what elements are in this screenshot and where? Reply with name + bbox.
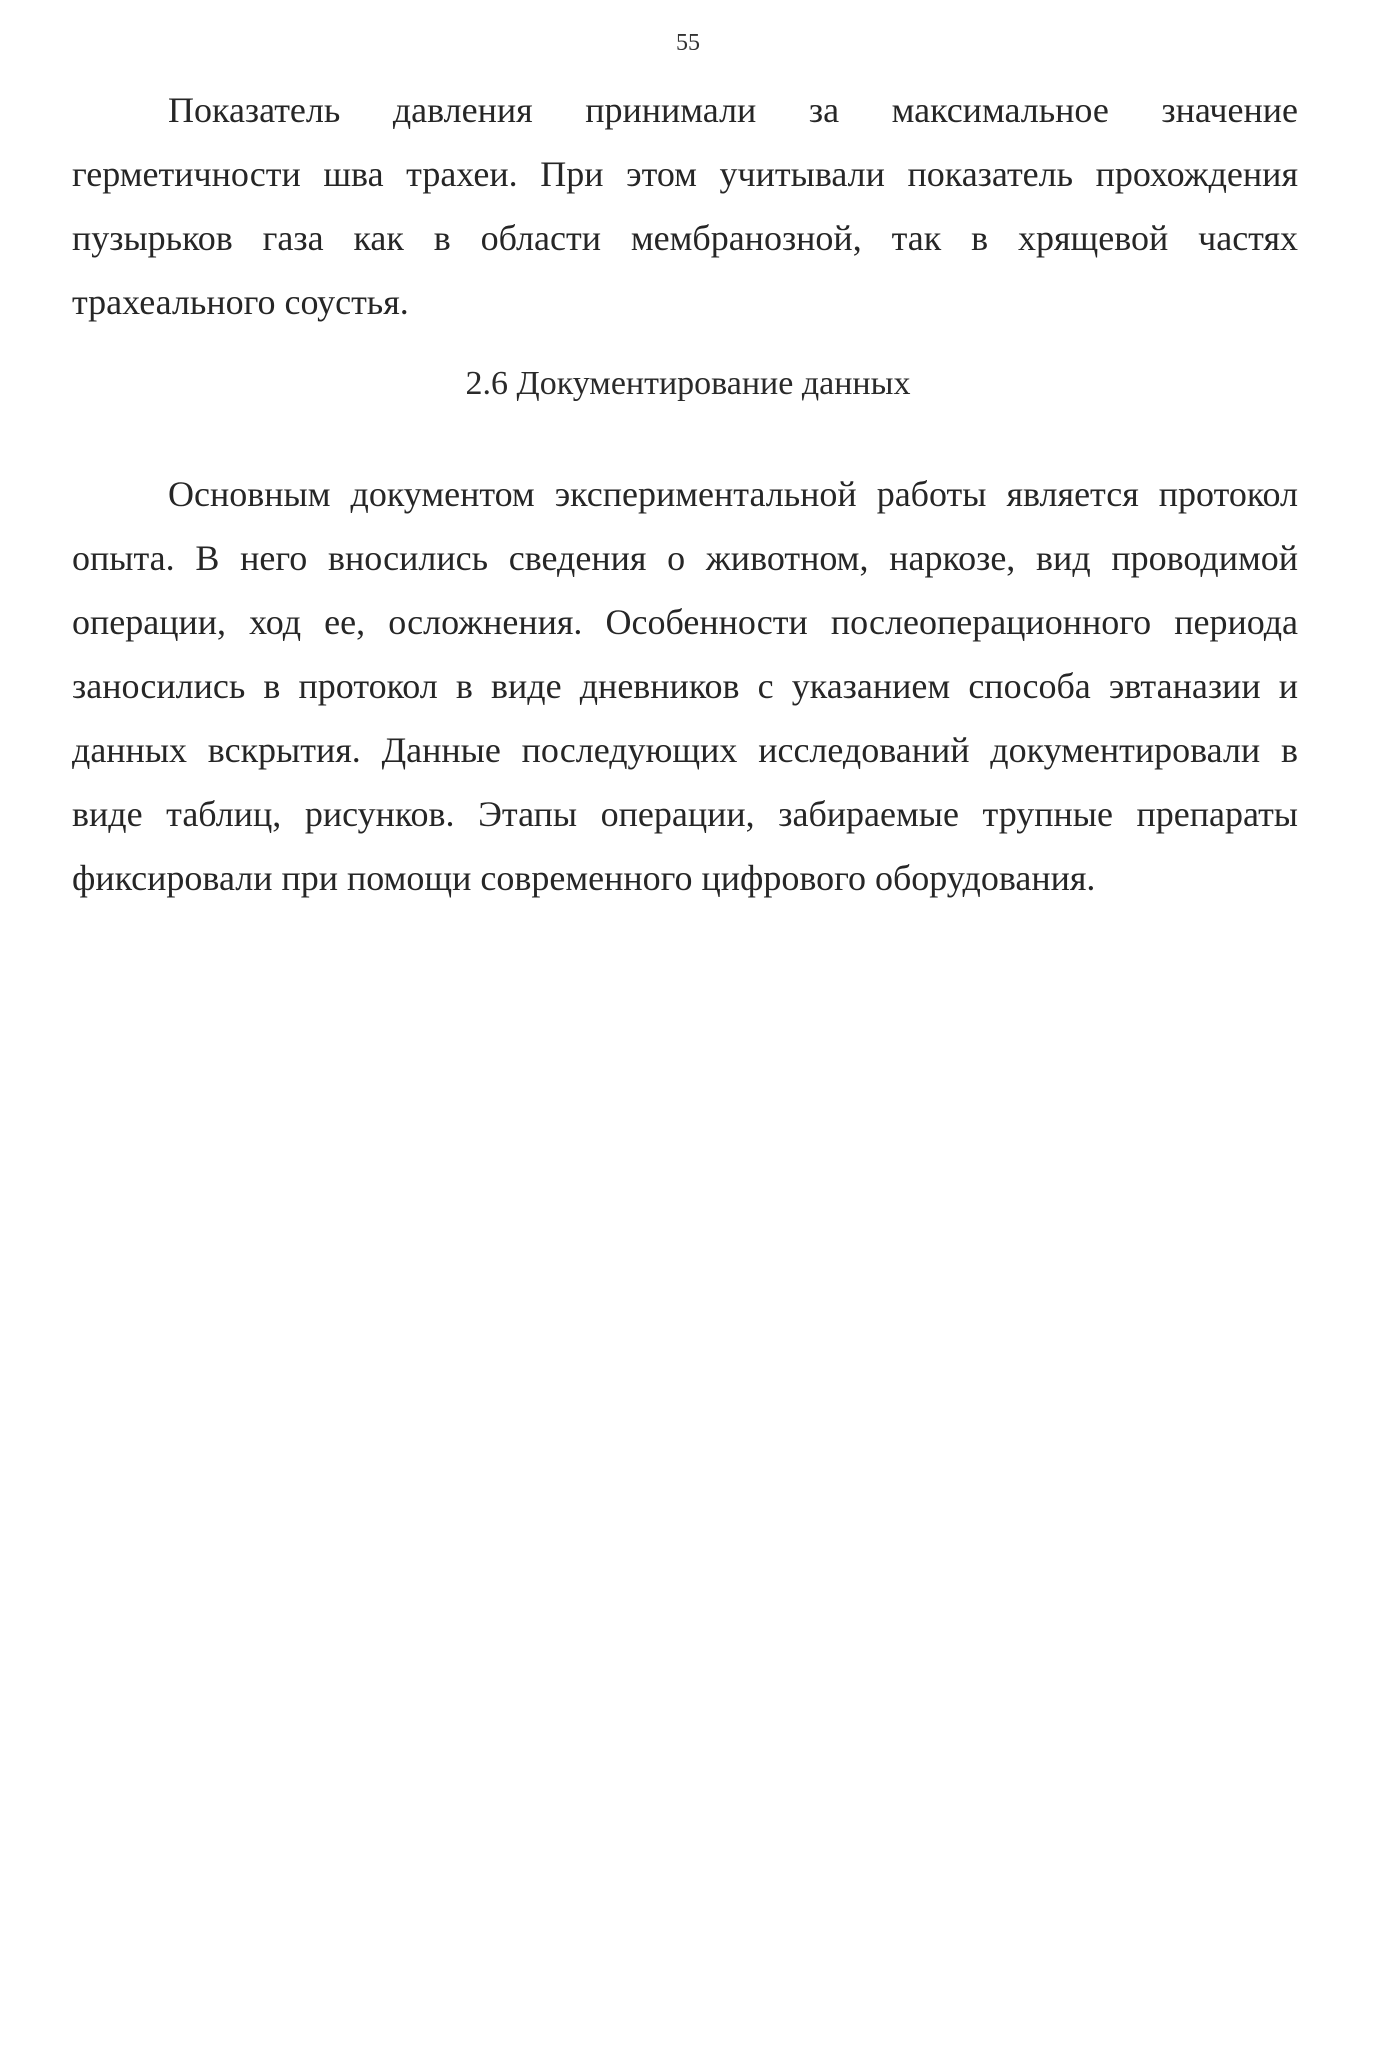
- paragraph-pressure-indicator: Показатель давления принимали за максимальное значение герметичности шва трахеи. При этом учитывали показатель прохождения пузырьков газа как в области мембранозной, так в хрящевой частях трахеального соустья.: [72, 90, 1298, 322]
- section-heading: 2.6 Документирование данных: [465, 365, 911, 402]
- text-block-top: [72, 78, 1298, 334]
- text-block-documentation: [72, 462, 1298, 910]
- paragraph-documentation: Основным документом экспериментальной работы является протокол опыта. В него вносились сведения о животном, наркозе, вид проводимой операции, ход ее, осложнения. Особенности послеоперационного периода заносились в протокол в виде дневников с указанием способа эвтаназии и данных вскрытия. Данные последующих исследований документировали в виде таблиц, рисунков. Этапы операции, забираемые трупные препараты фиксировали при помощи современного цифрового оборудования.: [72, 474, 1298, 898]
- page-number: 55: [676, 30, 700, 56]
